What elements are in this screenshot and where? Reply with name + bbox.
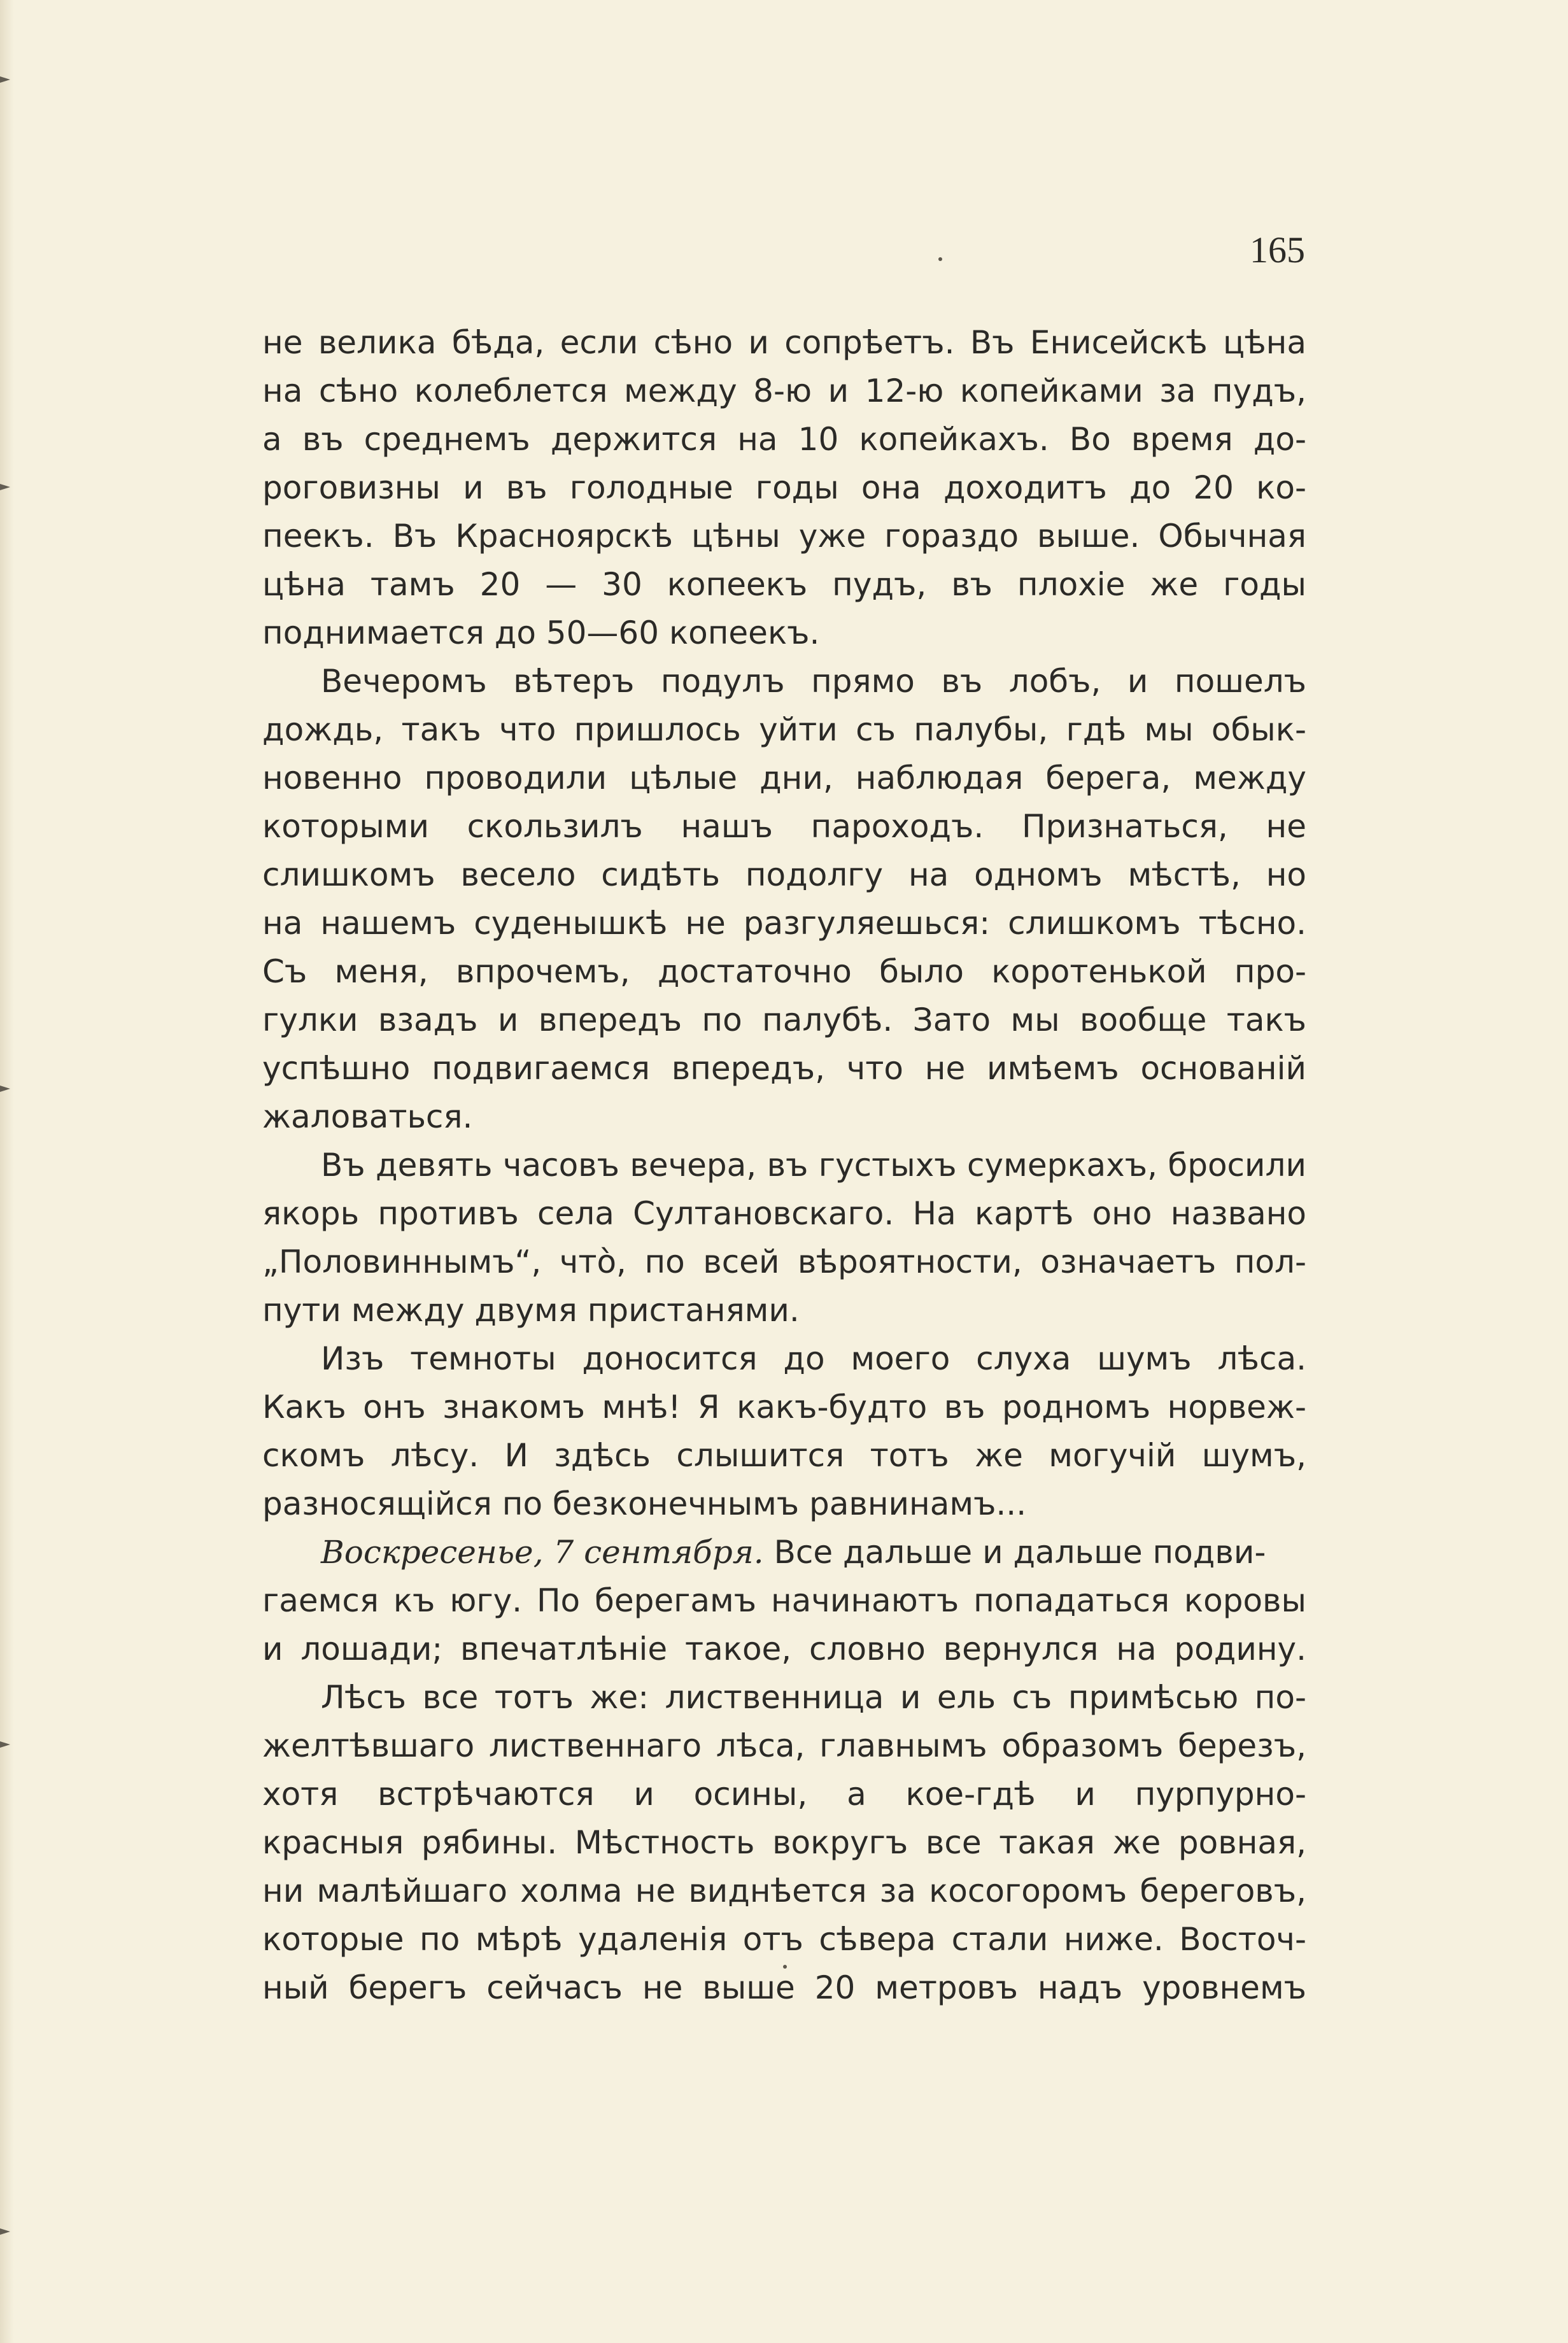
text-line: новенно проводили цѣлые дни, наблюдая берега, между [262,760,1306,796]
text-line: цѣна тамъ 20 — 30 копеекъ пудъ, въ плохіе же годы [262,566,1306,603]
text-line: успѣшно подвигаемся впередъ, что не имѣемъ основаній [262,1050,1306,1087]
text-line [262,1528,1306,1576]
text-line: „Половиннымъ“, что̀, по всей вѣроятности, означаетъ пол- [262,1243,1306,1280]
text-line: не велика бѣда, если сѣно и сопрѣетъ. Въ Енисейскѣ цѣна [262,324,1306,361]
text-line: жаловаться. [262,1098,473,1135]
text-line: Какъ онъ знакомъ мнѣ! Я какъ-будто въ родномъ норвеж- [262,1389,1306,1426]
text-line: поднимается до 50—60 копеекъ. [262,614,820,651]
text-line: Вечеромъ вѣтеръ подулъ прямо въ лобъ, и пошелъ [321,663,1306,700]
text-line: на сѣно колеблется между 8-ю и 12-ю копейками за пудъ, [262,372,1306,409]
text-line: красныя рябины. Мѣстность вокругъ все такая же ровная, [262,1824,1306,1861]
text-line: пути между двумя пристанями. [262,1292,800,1329]
text-line: ни малѣйшаго холма не виднѣется за косогоромъ береговъ, [262,1872,1306,1909]
text-line: хотя встрѣчаются и осины, а кое-гдѣ и пурпурно- [262,1776,1306,1813]
text-line: а въ среднемъ держится на 10 копейкахъ. Во время до- [262,421,1306,458]
text-line: и лошади; впечатлѣніе такое, словно вернулся на родину. [262,1631,1306,1667]
text-line: на нашемъ суденышкѣ не разгуляешься: слишкомъ тѣсно. [262,905,1306,942]
paper-speck [938,257,942,261]
text-line: которые по мѣрѣ удаленія отъ сѣвера стали ниже. Восточ- [262,1921,1306,1958]
text-line: Лѣсъ все тотъ же: лиственница и ель съ примѣсью по- [321,1679,1306,1716]
text-line: роговизны и въ голодные годы она доходитъ до 20 ко- [262,469,1306,506]
diary-date: Воскресенье, 7 сентября. [321,1534,764,1571]
text-line: дождь, такъ что пришлось уйти съ палубы, гдѣ мы обык- [262,711,1306,748]
text-line: скомъ лѣсу. И здѣсь слышится тотъ же могучій шумъ, [262,1437,1306,1474]
text-line: Съ меня, впрочемъ, достаточно было коротенькой про- [262,953,1306,990]
text-line: пеекъ. Въ Красноярскѣ цѣны уже гораздо выше. Обычная [262,518,1306,555]
page-gutter-shadow [0,0,14,2343]
text-line: якорь противъ села Султановскаго. На картѣ оно названо [262,1195,1306,1232]
text-line: слишкомъ весело сидѣть подолгу на одномъ мѣстѣ, но [262,856,1306,893]
text-line-tail: Все дальше и дальше подви- [763,1534,1266,1571]
page-number: 165 [1250,229,1305,271]
text-line: желтѣвшаго лиственнаго лѣса, главнымъ образомъ березъ, [262,1727,1306,1764]
page-text [262,318,1306,2012]
text-line: гулки взадъ и впередъ по палубѣ. Зато мы вообще такъ [262,1002,1306,1038]
text-line: Изъ темноты доносится до моего слуха шумъ лѣса. [321,1340,1306,1377]
text-line: ный берегъ сейчасъ не выше 20 метровъ надъ уровнемъ [262,1969,1306,2006]
text-line: которыми скользилъ нашъ пароходъ. Признаться, не [262,808,1306,845]
text-line: Въ девять часовъ вечера, въ густыхъ сумеркахъ, бросили [321,1147,1306,1184]
text-line: гаемся къ югу. По берегамъ начинаютъ попадаться коровы [262,1582,1306,1619]
text-line: разносящійся по безконечнымъ равнинамъ... [262,1485,1027,1522]
